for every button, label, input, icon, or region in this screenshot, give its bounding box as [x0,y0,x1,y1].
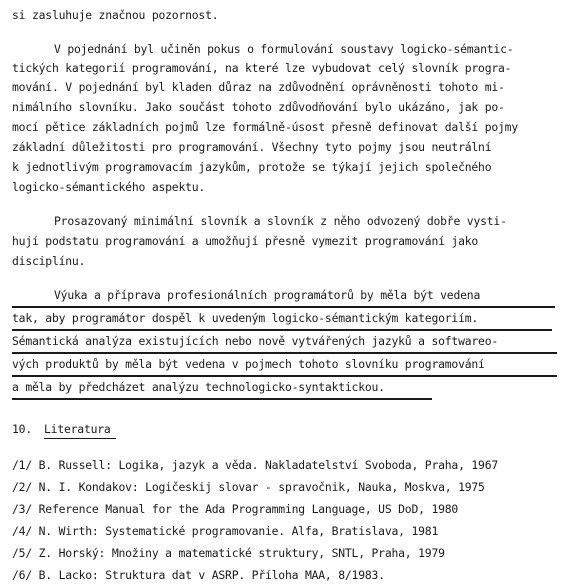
paragraph-1-line-6: základní důležitosti pro programování. Všechny tyto pojmy jsou neutrální [12,140,492,154]
section-title-underline [44,438,116,439]
paragraph-2-line-1: Prosazovaný minimální slovník a slovník z něho odvozený dobře vysti- [54,214,507,228]
paragraph-2-line-3: disciplínu. [12,254,86,268]
paragraph-3-line-5: a měla by předcházet analýzu technologicko-syntaktickou. [12,380,385,394]
intro-line: si zasluhuje značnou pozornost. [12,8,219,22]
section-title: Literatura [44,422,111,436]
reference-2: /2/ N. I. Kondakov: Logičeskij slovar - spravočnik, Nauka, Moskva, 1975 [12,480,485,494]
paragraph-3-line-3: Sémantická analýza existujících nebo nově vytvářených jazyků a softwareo- [12,334,499,348]
reference-6: /6/ B. Lacko: Struktura dat v ASRP. Příloha MAA, 8/1983. [12,568,385,582]
section-number: 10. [12,422,32,436]
reference-1: /1/ B. Russell: Logika, jazyk a věda. Nakladatelství Svoboda, Praha, 1967 [12,458,499,472]
paragraph-3-line-2: tak, aby programátor dospěl k uvedeným logicko-sémantickým kategoriím. [12,311,479,325]
underline-1 [12,306,555,308]
paragraph-1-line-5: mocí pětice základních pojmů lze formálně-úsost přesně definovat další pojmy [12,120,518,134]
underline-4 [12,375,557,377]
paragraph-2-line-2: hují podstatu programování a umožňují přesně vymezit programování jako [12,234,479,248]
paragraph-3-line-1: Výuka a příprava profesionálních programátorů by měla být vedena [54,288,481,302]
underline-5 [12,398,432,400]
paragraph-1-line-2: tických kategorií programování, na které lze vybudovat celý slovník progra- [12,61,512,75]
paragraph-1-line-1: V pojednání byl učiněn pokus o formulování soustavy logicko-sémantic- [54,42,514,56]
paragraph-1-line-8: logicko-sémantického aspektu. [12,180,206,194]
reference-4: /4/ N. Wirth: Systematické programovanie. Alfa, Bratislava, 1981 [12,524,439,538]
underline-3 [12,352,557,354]
paragraph-1-line-4: nimálního slovníku. Jako součást tohoto zdůvodňování bylo ukázáno, jak po- [12,100,505,114]
paragraph-1-line-3: mování. V pojednání byl kladen důraz na zdůvodnění oprávněnosti tohoto mi- [12,80,505,94]
paragraph-1-line-7: k jednotlivým programovacím jazykům, protože se týkají jejich společného [12,160,492,174]
underline-2 [12,329,552,331]
paragraph-3-line-4: vých produktů by měla být vedena v pojmech tohoto slovníku programování [12,357,485,371]
reference-3: /3/ Reference Manual for the Ada Programming Language, US DoD, 1980 [12,502,459,516]
reference-5: /5/ Z. Horský: Množiny a matematické struktury, SNTL, Praha, 1979 [12,546,445,560]
